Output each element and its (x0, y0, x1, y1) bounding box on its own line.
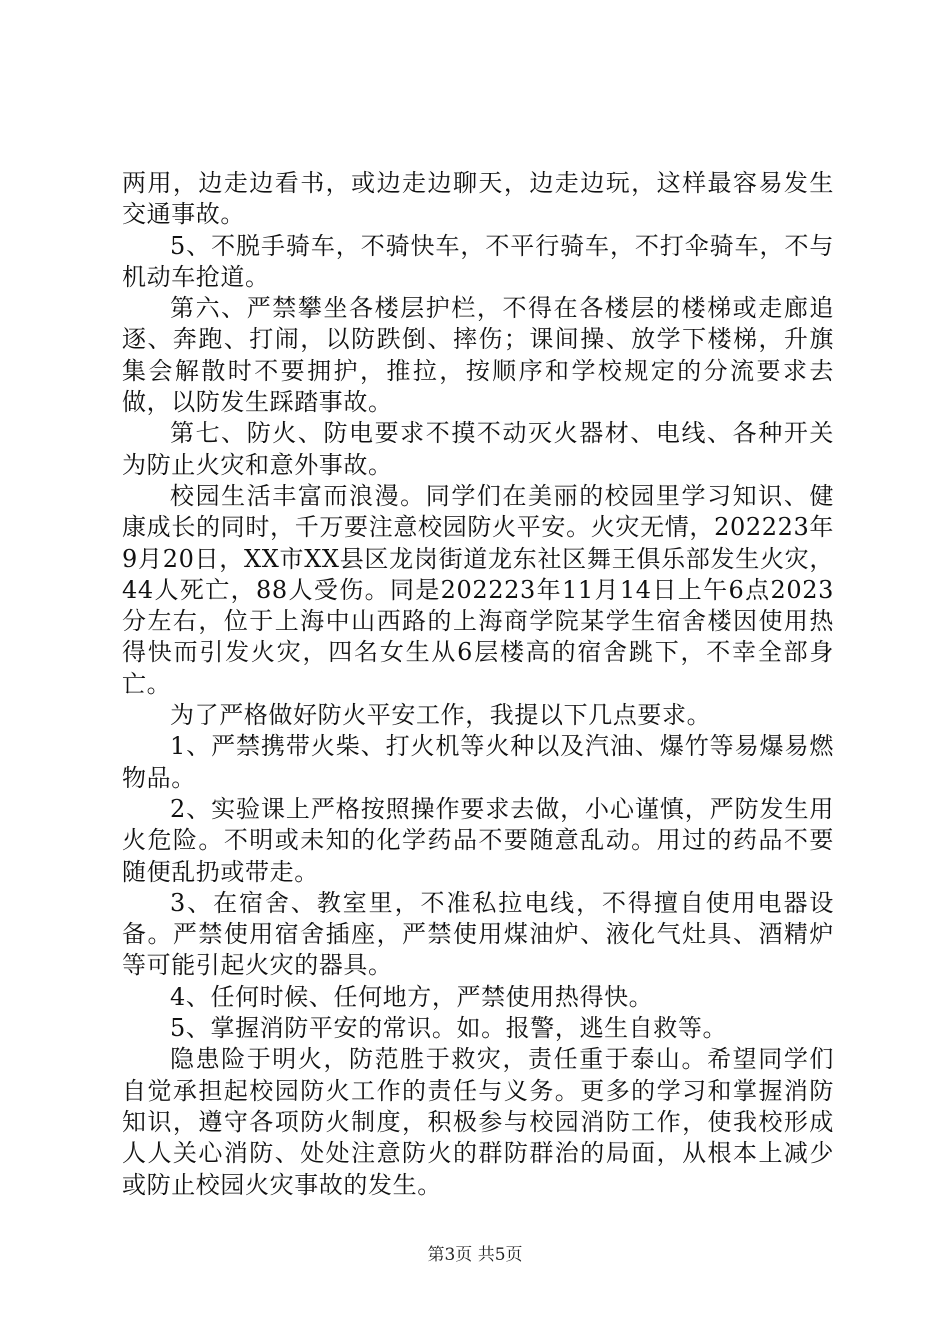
paragraph-11: 5、掌握消防平安的常识。如。报警，逃生自救等。 (170, 1014, 728, 1043)
document-body (122, 168, 834, 1201)
paragraph-2: 5、不脱手骑车，不骑快车，不平行骑车，不打伞骑车，不与机动车抢道。 (122, 231, 834, 291)
paragraph-3: 第六、严禁攀坐各楼层护栏，不得在各楼层的楼梯或走廊追逐、奔跑、打闹，以防跌倒、摔伤；课间操、放学下楼梯，升旗集会解散时不要拥护，推拉，按顺序和学校规定的分流要求去做，以防发生踩踏事故。 (122, 294, 834, 417)
paragraph-12: 隐患险于明火，防范胜于救灾，责任重于泰山。希望同学们自觉承担起校园防火工作的责任与义务。更多的学习和掌握消防知识，遵守各项防火制度，积极参与校园消防工作，使我校形成人人关心消防、处处注意防火的群防群治的局面，从根本上减少或防止校园火灾事故的发生。 (122, 1045, 834, 1199)
page-number-footer: 第3页 共5页 (427, 1245, 523, 1265)
paragraph-10: 4、任何时候、任何地方，严禁使用热得快。 (170, 982, 654, 1011)
paragraph-5: 校园生活丰富而浪漫。同学们在美丽的校园里学习知识、健康成长的同时，千万要注意校园防火平安。火灾无情，202223年9月20日，XX市XX县区龙岗街道龙东社区舞王俱乐部发生火灾，44人死亡，88人受伤。同是202223年11月14日上午6点2023分左右，位于上海中山西路的上海商学院某学生宿舍楼因使用热得快而引发火灾，四名女生从6层楼高的宿舍跳下，不幸全部身亡。 (122, 481, 834, 698)
paragraph-6: 为了严格做好防火平安工作，我提以下几点要求。 (170, 701, 712, 730)
paragraph-1: 两用，边走边看书，或边走边聊天，边走边玩，这样最容易发生交通事故。 (122, 169, 834, 229)
paragraph-8: 2、实验课上严格按照操作要求去做，小心谨慎，严防发生用火危险。不明或未知的化学药品不要随意乱动。用过的药品不要随便乱扔或带走。 (122, 794, 834, 886)
paragraph-4: 第七、防火、防电要求不摸不动灭火器材、电线、各种开关为防止火灾和意外事故。 (122, 419, 834, 479)
paragraph-9: 3、在宿舍、教室里，不准私拉电线，不得擅自使用电器设备。严禁使用宿舍插座，严禁使用煤油炉、液化气灶具、酒精炉等可能引起火灾的器具。 (122, 888, 834, 980)
paragraph-7: 1、严禁携带火柴、打火机等火种以及汽油、爆竹等易爆易燃物品。 (122, 732, 834, 792)
